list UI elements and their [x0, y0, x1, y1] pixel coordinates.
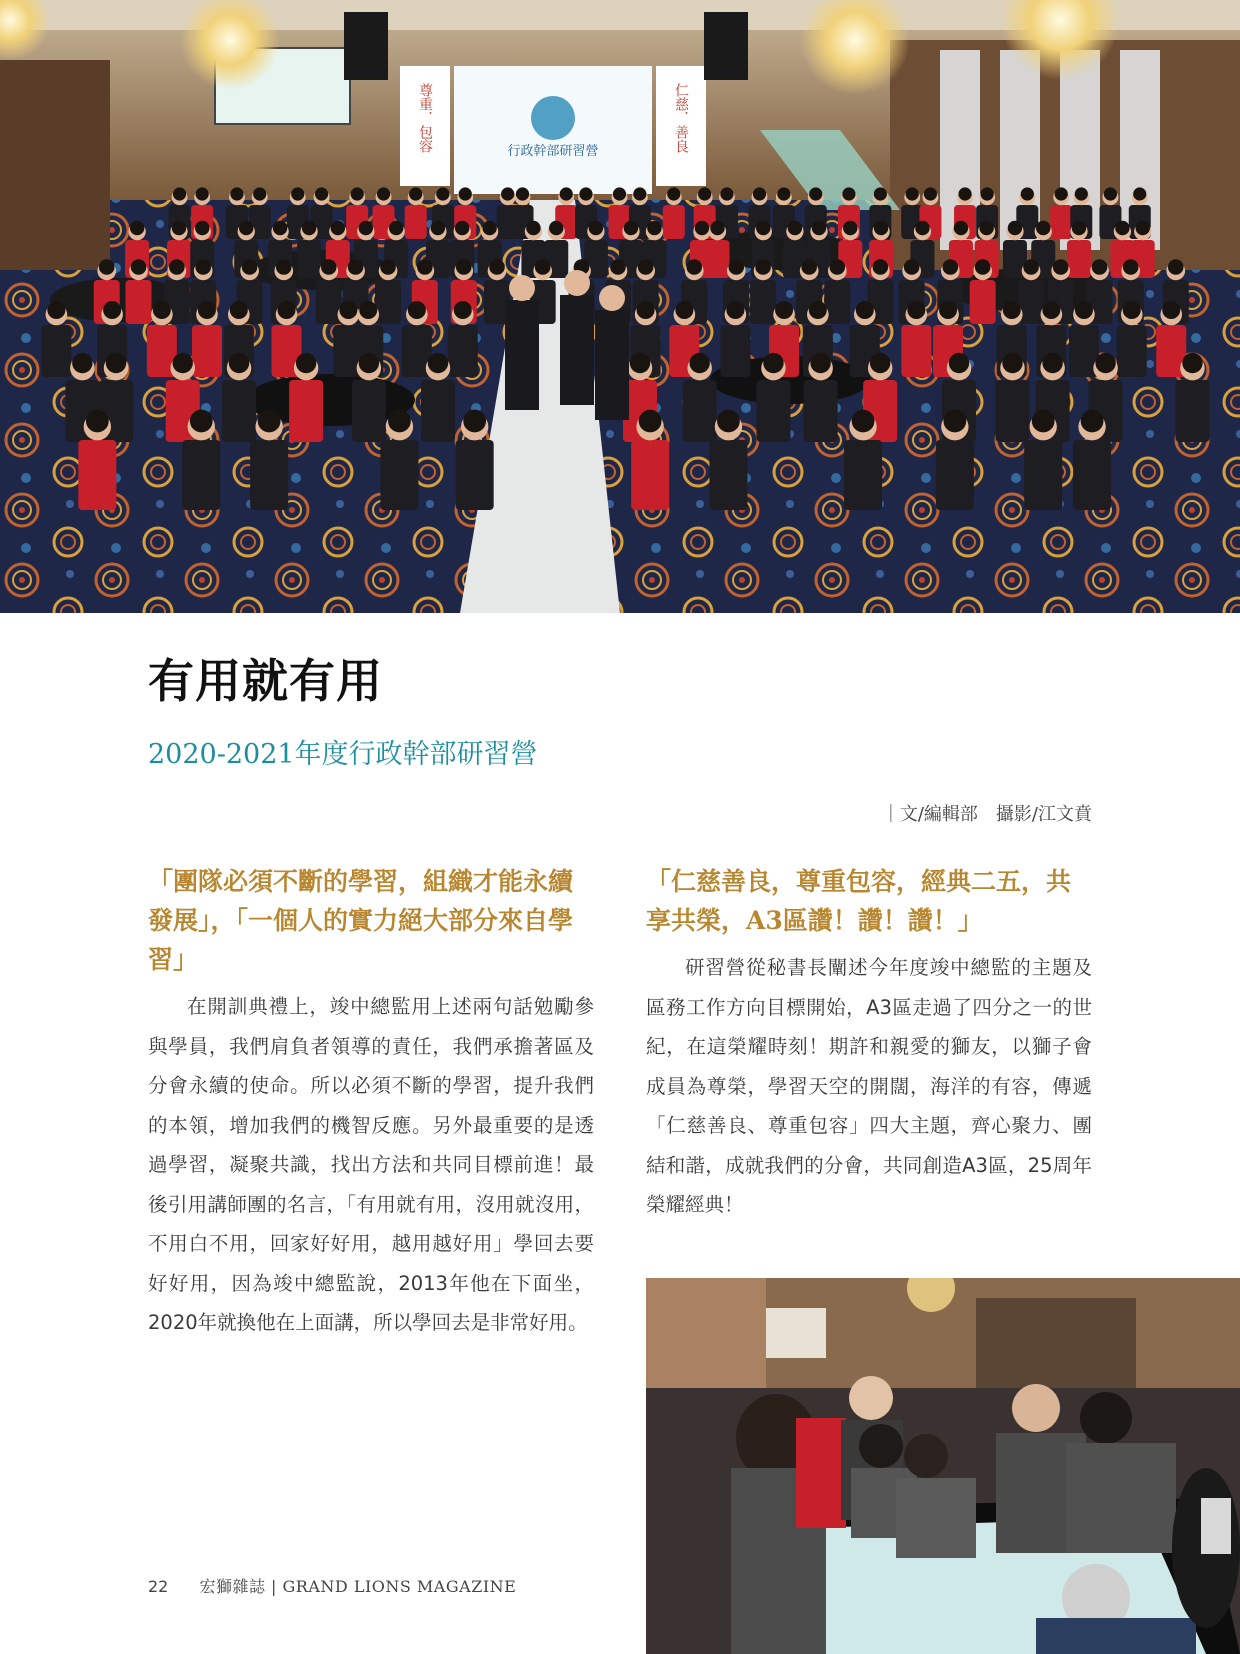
byline: ｜文/編輯部 攝影/江文賁	[881, 804, 1092, 825]
article-title: 有用就有用	[148, 654, 383, 708]
left-body-text: 在開訓典禮上，竣中總監用上述兩句話勉勵參與學員，我們肩負者領導的責任，我們承擔著區及分會永續的使命。所以必須不斷的學習，提升我們的本領，增加我們的機智反應。另外最重要的是透過學習，凝聚共識，找出方法和共同目標前進！最後引用講師團的名言，「有用就有用，沒用就沒用，不用白不用，回家好好用，越用越好用」學回去要好好用，因為竣中總監說，2013年他在下面坐，2020年就換他在上面講，所以學回去是非常好用。	[148, 995, 594, 1334]
article-subtitle: 2020-2021年度行政幹部研習營	[148, 739, 538, 770]
screen-left-text: 尊重．包容	[417, 83, 433, 153]
left-pull-quote: 「團隊必須不斷的學習，組織才能永續發展」，「一個人的實力絕大部分來自學習」	[148, 867, 574, 974]
right-column	[646, 862, 1092, 1225]
right-pull-quote: 「仁慈善良，尊重包容，經典二五，共享共榮，A3區讚！讚！讚！」	[646, 867, 1072, 935]
workshop-photo	[646, 1278, 1240, 1654]
screen-main-text: 行政幹部研習營	[507, 144, 599, 159]
right-body-text: 研習營從秘書長闡述今年度竣中總監的主題及區務工作方向目標開始，A3區走過了四分之一的世紀，在這榮耀時刻！期許和親愛的獅友，以獅子會成員為尊榮，學習天空的開闊，海洋的有容，傳遞「仁慈善良、尊重包容」四大主題，齊心聚力、團結和諧，成就我們的分會，共同創造A3區，25周年榮耀經典！	[646, 956, 1092, 1216]
magazine-name: 宏獅雜誌 | GRAND LIONS MAGAZINE	[199, 1577, 517, 1596]
left-column	[148, 862, 594, 1343]
screen-right-text: 仁慈．善良	[673, 83, 689, 153]
conference-group-photo	[0, 0, 1240, 613]
page-number: 22	[148, 1577, 169, 1596]
page-footer	[148, 1574, 516, 1597]
